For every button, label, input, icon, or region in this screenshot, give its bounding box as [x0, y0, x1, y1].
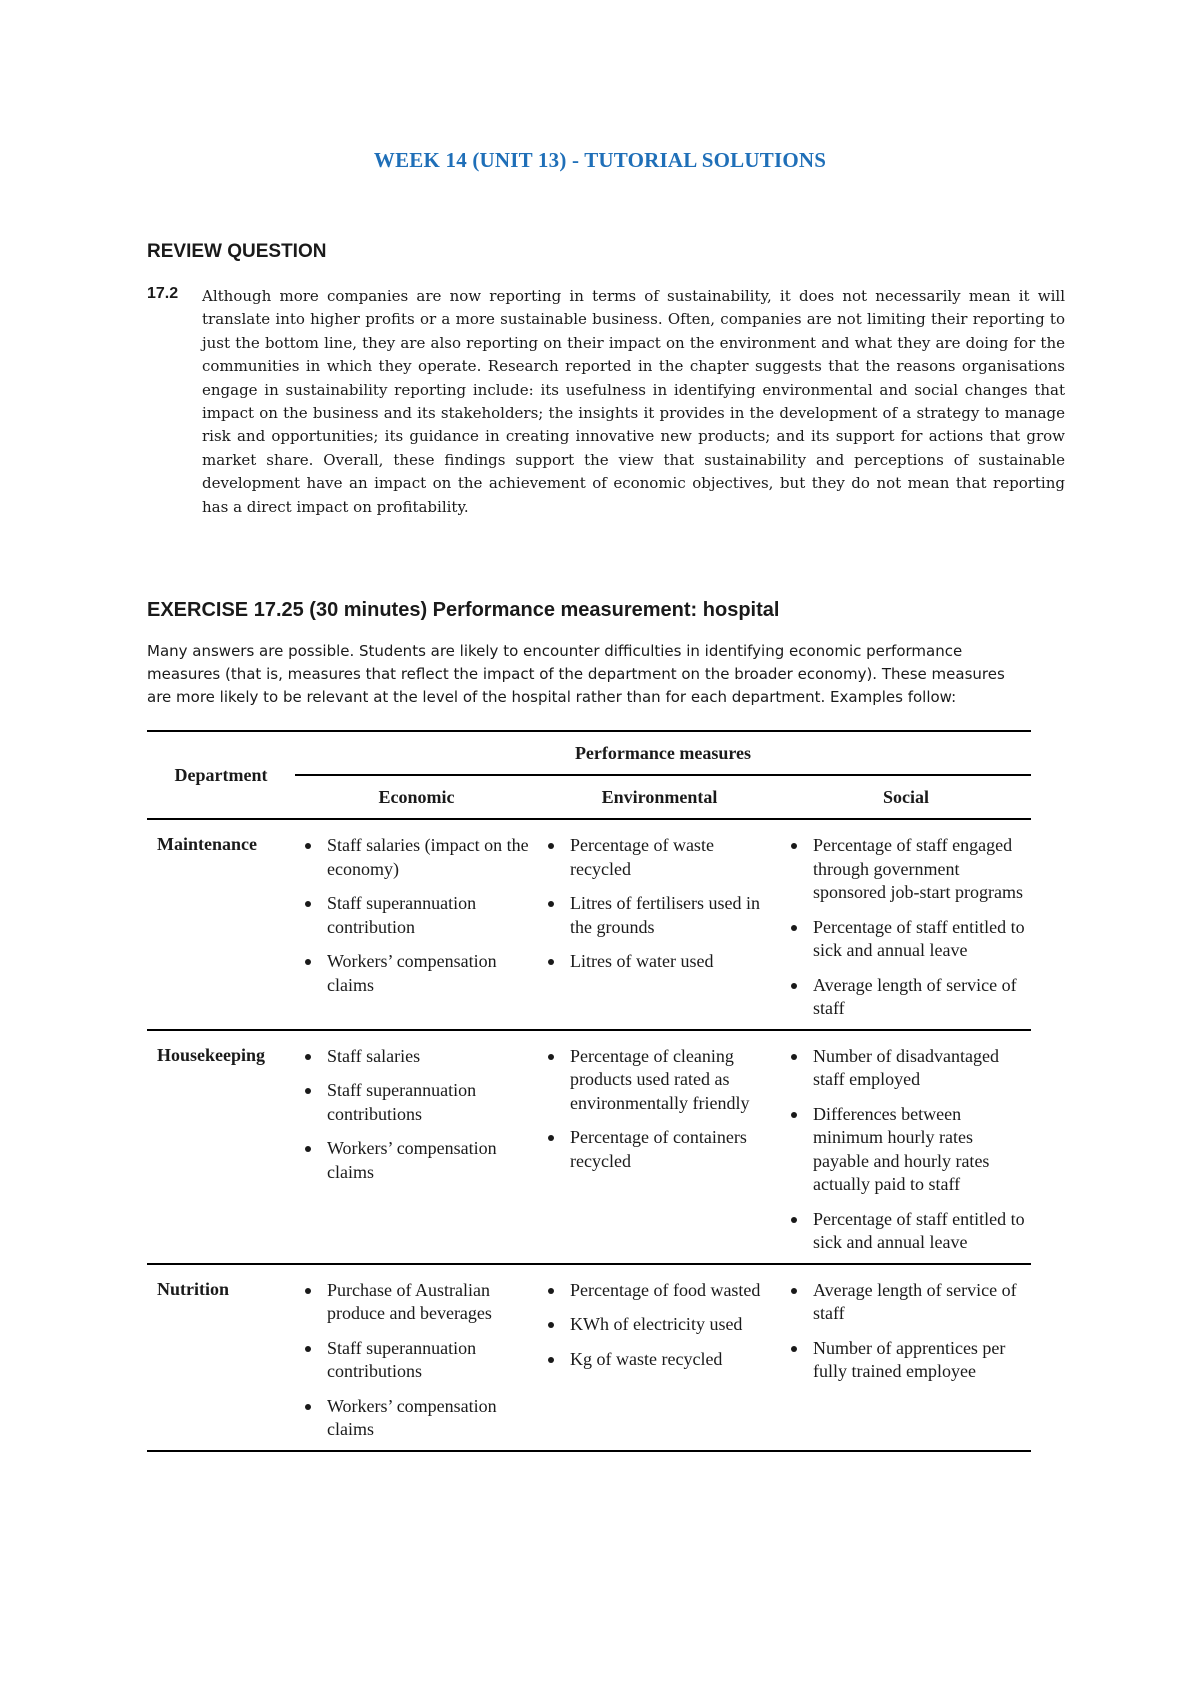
measure-text: Percentage of staff engaged through government sponsored job-start programs — [813, 835, 1023, 902]
measure-item — [538, 892, 781, 939]
measure-item — [781, 1103, 1031, 1197]
bullet-icon — [791, 1288, 797, 1294]
table-body — [147, 819, 1031, 1451]
measure-text: Purchase of Australian produce and beverages — [327, 1279, 492, 1323]
measure-list — [538, 1279, 781, 1372]
department-cell: Maintenance — [157, 834, 257, 854]
measure-text: Average length of service of staff — [813, 974, 1017, 1018]
economic-cell — [295, 1030, 538, 1264]
environmental-cell — [538, 819, 781, 1030]
measure-item — [538, 950, 781, 974]
table-row — [147, 1264, 1031, 1451]
bullet-icon — [305, 1346, 311, 1352]
table-row — [147, 819, 1031, 1030]
environmental-header: Environmental — [601, 786, 718, 807]
document-title: WEEK 14 (UNIT 13) - TUTORIAL SOLUTIONS — [373, 148, 827, 172]
economic-cell — [295, 1264, 538, 1451]
measure-list — [781, 834, 1031, 1021]
measure-text: Average length of service of staff — [813, 1279, 1017, 1323]
bullet-icon — [548, 1054, 554, 1060]
measure-item — [538, 1313, 781, 1337]
social-cell — [781, 819, 1031, 1030]
bullet-icon — [305, 1404, 311, 1410]
bullet-icon — [548, 1322, 554, 1328]
measure-item — [538, 834, 781, 881]
measure-item — [538, 1279, 781, 1303]
measure-item — [295, 1079, 538, 1126]
department-cell: Nutrition — [157, 1278, 229, 1299]
measure-text: Differences between minimum hourly rates payable and hourly rates actually paid to staff — [813, 1103, 990, 1194]
question-number: 17.2 — [147, 285, 179, 302]
measure-item — [538, 1045, 781, 1116]
measure-text: Percentage of staff entitled to sick and annual leave — [813, 1208, 1025, 1252]
department-header: Department — [174, 764, 268, 785]
bullet-icon — [791, 1112, 797, 1118]
measure-item — [295, 1137, 538, 1184]
measure-text: Number of disadvantaged staff employed — [813, 1045, 999, 1089]
measure-item — [295, 1279, 538, 1326]
measure-list — [538, 834, 781, 974]
measure-item — [538, 1348, 781, 1372]
bullet-icon — [305, 1088, 311, 1094]
measure-list — [781, 1045, 1031, 1255]
bullet-icon — [791, 1346, 797, 1352]
social-header: Social — [882, 786, 929, 807]
measure-list — [295, 1045, 538, 1185]
measure-text: Staff salaries (impact on the economy) — [327, 835, 529, 879]
bullet-icon — [305, 959, 311, 965]
measure-item — [781, 1045, 1031, 1092]
exercise-intro: Many answers are possible. Students are likely to encounter difficulties in identifying economic performance measures (that is, measures that reflect the impact of the department on the broader economy). These measures are more likely to be relevant at the level of the hospital rather than for each department. Examples follow: — [147, 642, 1005, 706]
measure-item — [781, 916, 1031, 963]
bullet-icon — [548, 843, 554, 849]
measure-item — [781, 974, 1031, 1021]
environmental-cell — [538, 1264, 781, 1451]
measure-item — [781, 1337, 1031, 1384]
social-cell — [781, 1030, 1031, 1264]
measure-text: Percentage of containers recycled — [570, 1127, 747, 1171]
measure-text: Staff superannuation contribution — [327, 893, 477, 937]
measure-list — [781, 1279, 1031, 1384]
measure-text: Percentage of waste recycled — [570, 835, 714, 879]
measure-text: Kg of waste recycled — [570, 1348, 723, 1369]
measure-text: Staff superannuation contributions — [327, 1337, 477, 1381]
measure-list — [538, 1045, 781, 1174]
measure-item — [781, 834, 1031, 905]
measure-text: Percentage of food wasted — [570, 1279, 761, 1300]
bullet-icon — [791, 843, 797, 849]
measure-text: Litres of water used — [570, 951, 714, 971]
bullet-icon — [548, 901, 554, 907]
bullet-icon — [305, 1288, 311, 1294]
economic-header: Economic — [378, 786, 455, 807]
bullet-icon — [305, 1054, 311, 1060]
bullet-icon — [791, 925, 797, 931]
measure-item — [781, 1208, 1031, 1255]
bullet-icon — [791, 1054, 797, 1060]
measure-text: Workers’ compensation claims — [327, 1138, 497, 1182]
measure-text: Number of apprentices per fully trained employee — [813, 1337, 1006, 1381]
measure-list — [295, 834, 538, 997]
performance-measures-header: Performance measures — [295, 731, 1031, 775]
department-cell: Housekeeping — [157, 1044, 266, 1065]
bullet-icon — [548, 1288, 554, 1294]
exercise-heading: EXERCISE 17.25 (30 minutes) Performance measurement: hospital — [147, 599, 780, 621]
measure-item — [295, 1395, 538, 1442]
measure-item — [295, 892, 538, 939]
review-question-heading: REVIEW QUESTION — [147, 241, 327, 262]
question-answer: Although more companies are now reporting in terms of sustainability, it does not necessarily mean it will translate into higher profits or a more sustainable business. Often, companies are not limiting their reporting to just the bottom line, they are also reporting on their impact on the environment and what they are doing for the communities in which they operate. Research reported in the chapter suggests that the reasons organisations engage in sustainability reporting include: its usefulness in identifying environmental and social changes that impact on the business and its stakeholders; the insights it provides in the development of a strategy to manage risk and opportunities; its guidance in creating innovative new products; and its support for actions that grow market share. Overall, these findings support the view that sustainability and perceptions of sustainable development have an impact on the achievement of economic objectives, but they do not mean that reporting has a direct impact on profitability. — [202, 287, 1065, 516]
bullet-icon — [791, 983, 797, 989]
measure-text: Percentage of cleaning products used rated as environmentally friendly — [570, 1045, 750, 1113]
economic-cell — [295, 819, 538, 1030]
environmental-cell — [538, 1030, 781, 1264]
bullet-icon — [305, 901, 311, 907]
measure-item — [295, 1045, 538, 1069]
measure-list — [295, 1279, 538, 1442]
bullet-icon — [548, 959, 554, 965]
bullet-icon — [305, 1146, 311, 1152]
measure-item — [295, 1337, 538, 1384]
measure-text: Staff salaries — [327, 1045, 421, 1066]
measure-text: KWh of electricity used — [570, 1314, 743, 1334]
measure-text: Percentage of staff entitled to sick and annual leave — [813, 916, 1025, 960]
measure-item — [538, 1126, 781, 1173]
social-cell — [781, 1264, 1031, 1451]
bullet-icon — [548, 1135, 554, 1141]
measure-item — [295, 834, 538, 881]
bullet-icon — [305, 843, 311, 849]
bullet-icon — [791, 1217, 797, 1223]
measure-text: Workers’ compensation claims — [327, 951, 497, 995]
measure-item — [295, 950, 538, 997]
measure-text: Litres of fertilisers used in the grounds — [570, 893, 760, 937]
measure-text: Workers’ compensation claims — [327, 1395, 497, 1439]
table-row — [147, 1030, 1031, 1264]
bullet-icon — [548, 1357, 554, 1363]
measure-text: Staff superannuation contributions — [327, 1080, 477, 1124]
performance-measures-table — [147, 730, 1031, 1452]
measure-item — [781, 1279, 1031, 1326]
